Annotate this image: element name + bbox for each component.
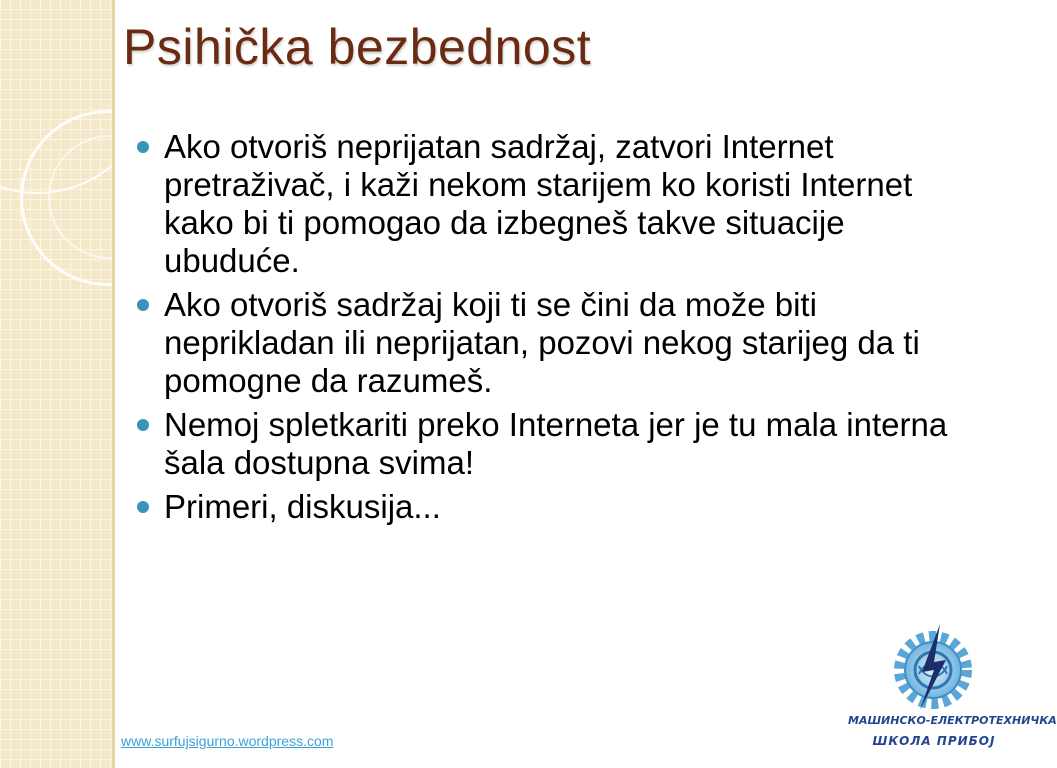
side-panel-divider [112,0,115,768]
logo-text-line: МАШИНСКО-ЕЛЕКТРОТЕХНИЧКА [848,714,1057,727]
bullet-list [140,128,960,532]
slide-title: Psihička bezbednost [123,19,592,75]
bullet-dot-icon [137,141,149,153]
bullet-item [140,128,960,280]
bullet-dot-icon [137,419,149,431]
bullet-text: Primeri, diskusija... [164,488,441,525]
logo-text-line: ШКОЛА ПРИБОЈ [872,734,996,748]
bullet-item [140,406,960,482]
bullet-text: Ako otvoriš sadržaj koji ti se čini da može biti neprikladan ili neprijatan, pozovi nekog starijeg da ti pomogne da razumeš. [164,286,920,399]
bullet-text: Ako otvoriš neprijatan sadržaj, zatvori Internet pretraživač, i kaži nekom starijem ko koristi Internet kako bi ti pomogao da izbegneš takve situacije ubuduće. [164,128,913,279]
bullet-text: Nemoj spletkariti preko Interneta jer je tu mala interna šala dostupna svima! [164,406,948,481]
decorative-side-panel [0,0,112,768]
bullet-dot-icon [137,501,149,513]
footer-website-link[interactable]: www.surfujsigurno.wordpress.com [121,733,334,749]
bullet-item [140,286,960,400]
school-logo [848,622,1057,762]
bullet-dot-icon [137,299,149,311]
bullet-item [140,488,960,526]
gear-lightning-logo-icon [878,622,988,712]
